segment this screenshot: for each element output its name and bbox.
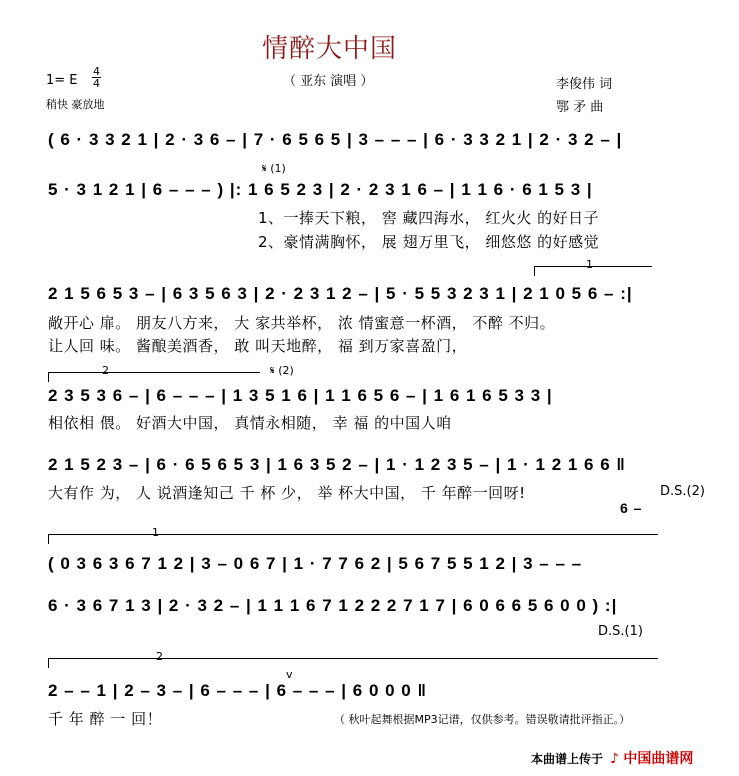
score-row-3-lyric-1: 敞开心 扉。 朋友八方来， 大 家共举杯， 浓 情蜜意一杯酒， 不醉 不归。 [48, 314, 556, 332]
composer-credit: 鄂 矛 曲 [556, 100, 604, 115]
volta-2-label-b: 2 [156, 650, 163, 663]
tempo-marking: 稍快 豪放地 [46, 98, 105, 111]
score-row-8-lyric-1: 千 年 醉 一 回！ [48, 710, 163, 728]
lyricist-credit: 李俊伟 词 [556, 77, 613, 92]
segno-2-mark: 𝄋 (2) [270, 364, 294, 377]
music-note-icon: ♪ [610, 751, 619, 767]
time-signature [92, 66, 101, 89]
volta-1-bracket-a [534, 266, 652, 267]
score-row-5-lyric-1: 大有作 为， 人 说酒逢知己 千 杯 少， 举 杯大中国， 千 年醉一回呀! [48, 484, 526, 502]
score-row-7-notes: 6 · 3 6 7 1 3 | 2 · 3 2 – | 1 1 1 6 7 1 2 2 2 7 1 7 | 6 0 6 6 5 6 0 0 ) :| [48, 596, 618, 615]
ds-2-mark: D.S.(2) [660, 484, 705, 499]
ds-1-mark: D.S.(1) [598, 624, 643, 639]
volta-1-label-a: 1 [586, 258, 593, 271]
key-signature: 1= E [46, 73, 78, 88]
score-row-2-notes: 5 · 3 1 2 1 | 6 – – – ) |: 1 6 5 2 3 | 2 · 2 3 1 6 – | 1 1 6 · 6 1 5 3 | [48, 180, 593, 199]
score-row-4-notes: 2 3 5 3 6 – | 6 – – – | 1 3 5 1 6 | 1 1 6 5 6 – | 1 6 1 6 5 3 3 | [48, 386, 553, 405]
score-row-3-lyric-2: 让人回 味。 酱酿美酒香， 敢 叫天地醉， 福 到万家喜盈门， [48, 337, 468, 355]
volta-2-label-a: 2 [102, 364, 109, 377]
score-row-6-notes: ( 0 3 6 3 6 7 1 2 | 3 – 0 6 7 | 1 · 7 7 6 2 | 5 6 7 5 5 1 2 | 3 – – – [48, 554, 583, 573]
volta-2-bracket-a-edge [48, 372, 49, 382]
score-row-1-notes: ( 6 · 3 3 2 1 | 2 · 3 6 – | 7 · 6 5 6 5 | 3 – – – | 6 · 3 3 2 1 | 2 · 3 2 – | [48, 130, 623, 149]
volta-1-bracket-a-edge [534, 266, 535, 276]
site-name: 中国曲谱网 [623, 751, 694, 767]
volta-2-bracket-a [48, 372, 260, 373]
aside-note: 6 – [620, 500, 643, 516]
time-signature-bottom: 4 [93, 77, 100, 90]
site-logo[interactable] [610, 748, 693, 768]
score-row-2-lyric-1: 1、一捧天下粮， 窖 藏四海水， 红火火 的好日子 [258, 209, 600, 227]
time-signature-top: 4 [93, 65, 100, 78]
segno-1-mark: 𝄋 (1) [262, 162, 286, 175]
volta-1-bracket-b-edge [48, 534, 49, 544]
upload-notice: 本曲谱上传于 [531, 752, 604, 766]
volta-1-label-b: 1 [152, 526, 159, 539]
volta-1-bracket-b [48, 534, 658, 535]
volta-2-bracket-b [48, 658, 658, 659]
score-row-5-notes: 2 1 5 2 3 – | 6 · 6 5 6 5 3 | 1 6 3 5 2 – | 1 · 1 2 3 5 – | 1 · 1 2 1 6 6 ‖ [48, 455, 626, 474]
score-row-3-notes: 2 1 5 6 5 3 – | 6 3 5 6 3 | 2 · 2 3 1 2 – | 5 · 5 5 3 2 3 1 | 2 1 0 5 6 – :| [48, 284, 633, 303]
performer-credit: （ 亚东 演唱 ） [283, 74, 374, 89]
score-row-4-lyric-1: 相依相 偎。 好酒大中国， 真情永相随， 幸 福 的中国人咱 [48, 414, 452, 432]
breath-mark: v [286, 668, 293, 681]
score-row-8-notes: 2 – – 1 | 2 – 3 – | 6 – – – | 6 – – – | 6 0 0 0 ‖ [48, 681, 427, 700]
score-row-2-lyric-2: 2、豪情满胸怀， 展 翅万里飞， 细悠悠 的好感觉 [258, 233, 600, 251]
transcription-note: （ 秋叶起舞根据MP3记谱，仅供参考。错误敬请批评指正。） [334, 713, 631, 726]
song-title: 情醉大中国 [262, 34, 398, 64]
volta-2-bracket-b-edge [48, 658, 49, 668]
